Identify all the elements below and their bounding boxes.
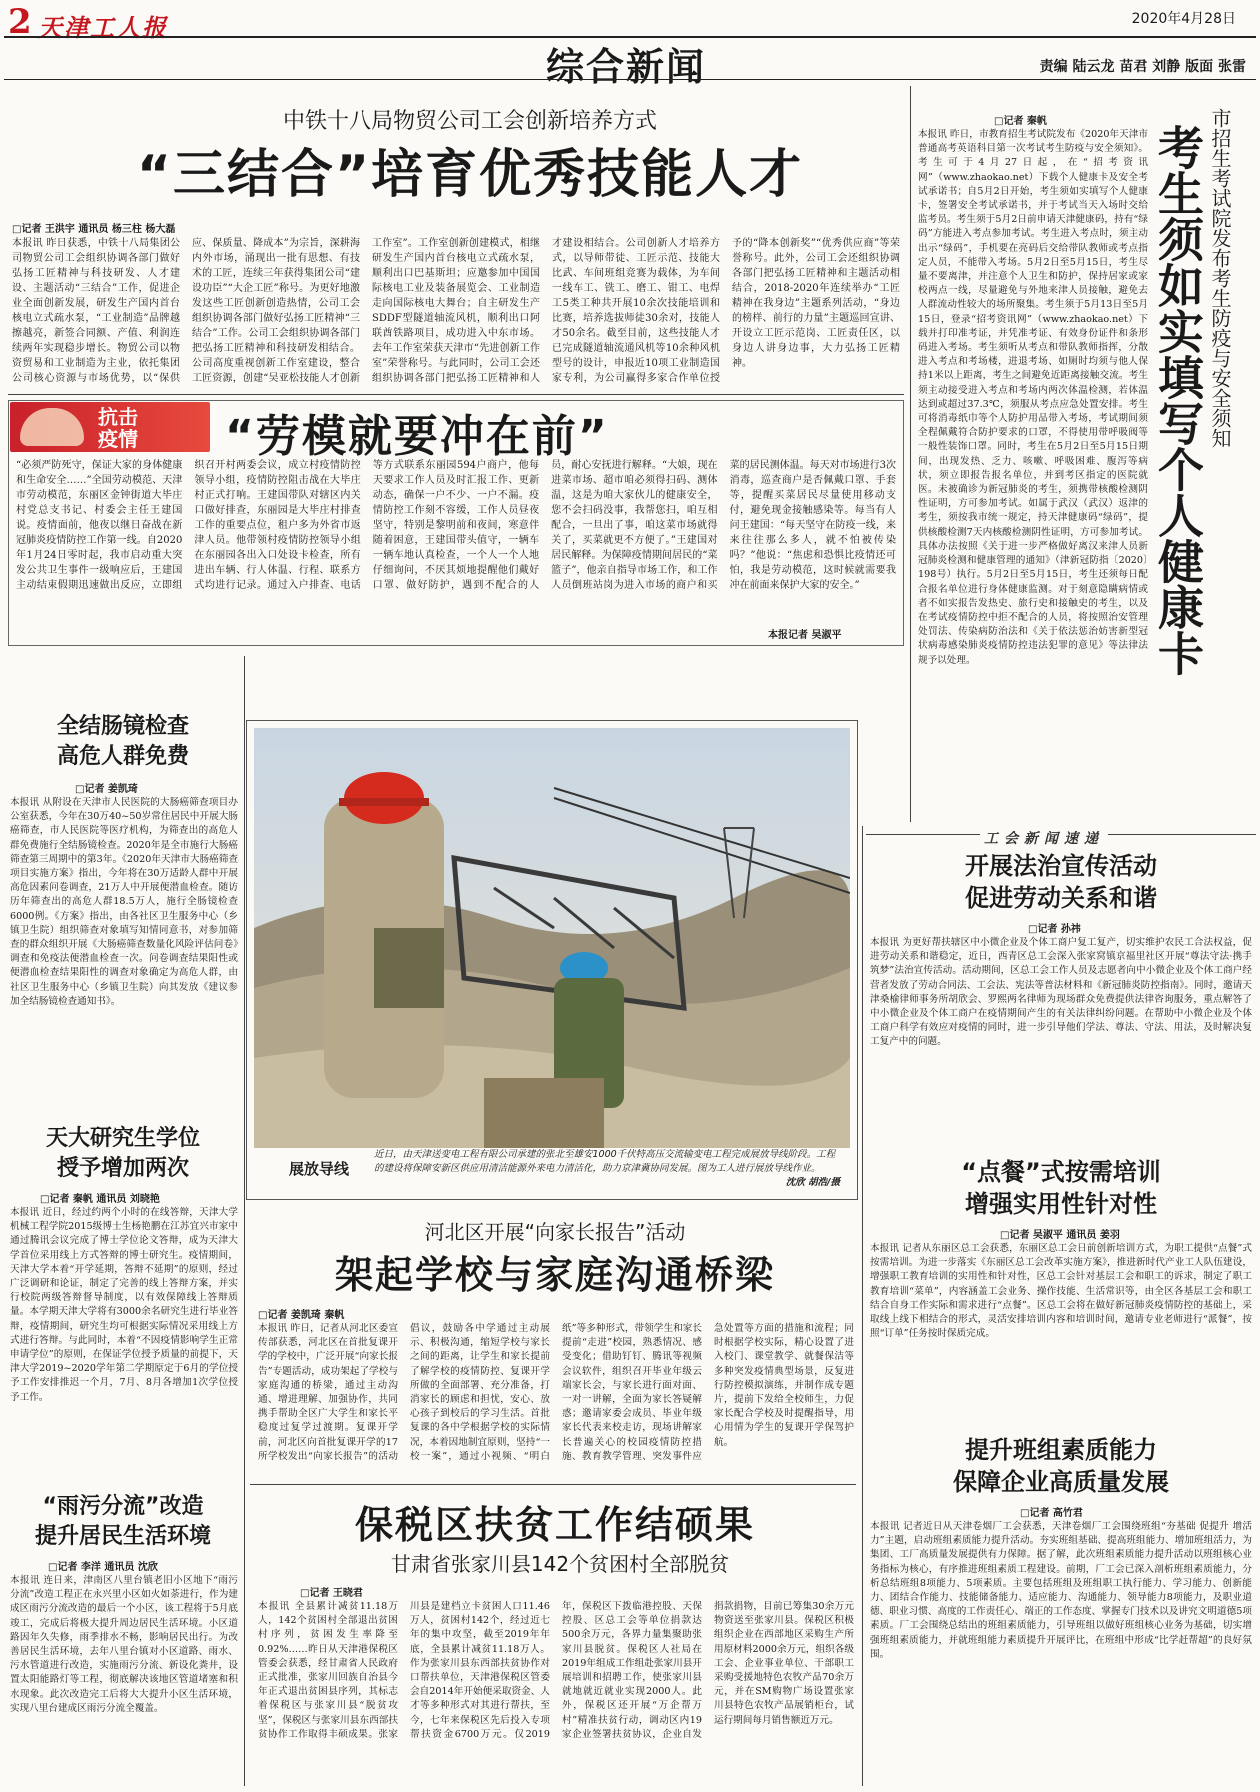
school-body: 本报讯 昨日，记者从河北区委宣传部获悉，河北区在首批复课开学的学校中，广泛开展“向家长报告”专题活动，成功架起了学校与家庭沟通的桥梁，通过主动沟通、增进理解、加强协作，共同携手帮助全区广大学生和家长平稳度过复学过渡期。复课开学前，河北区向首批复课开学的17所学校发出“向家长报告”的活动倡议，鼓励各中学通过主动展示、积极沟通，缩短学校与家长之间的距离，让学生和家长提前了解学校的疫情防控、复课开学所做的全面部署、充分准备，打消家长的顾虑和担忧，安心、放心孩子到校后的学习生活。首批复课的各中学根据学校的实际情况，本着因地制宜原则，坚持“一校一案”，通过小视频、“明白纸”等多种形式，带领学生和家长提前“走进”校园，熟悉情况、感受变化；借助钉钉、腾讯等视频会议软件，组织召开毕业年级云端家长会，与家长进行面对面、一对一讲解，全面为家长答疑解惑；邀请家委会成员、毕业年级家长代表来校走访，现场讲解家长普遍关心的校园疫情防控措施、教育教学管理、突发事件应急处置等方面的措施和流程；同时根据学校实际，精心设置了进入校门、课堂教学、就餐保洁等多种突发疫情典型场景，反复进行防控模拟演练，并制作成专题片，提前下发给全校师生，力促家长配合学校及时提醒指导，用心用情为学生的复课开学保驾护航。 <box>258 1323 854 1462</box>
union-item-3-byline: □记者 高竹君 <box>1020 1508 1083 1519</box>
baoshui-byline: □记者 王晓君 <box>300 1588 363 1599</box>
kangyi-title: “劳模就要冲在前” <box>225 411 609 462</box>
tianda-title-line-2: 授予增加两次 <box>56 1156 189 1181</box>
baoshui-subtitle: 甘肃省张家川县142个贫困村全部脱贫 <box>390 1552 730 1576</box>
union-item-3-body: 本报讯 记者近日从天津卷烟厂工会获悉，天津卷烟厂工会围绕班组“夯基础 促提升 增活力”主题，启动班组素质能力提升活动。夯实班组基础、提高班组能力、增加班组活力，为集团、工厂高质量发展提供有力保障。据了解，此次班组素质能力提升活动以班组核心业务指标为核心，有序推进班组素质工程建设。前期，厂工会已深入剖析班组素质能力，分析总结班组8项能力、5项素质。主要包括班组及班组职工执行能力、学习能力、创新能力、团结合作能力、技能储备能力、适应能力、沟通能力、领导能力8项能力，及职业道德、职业习惯、高度的工作责任心、端正的工作态度、掌握专门技术以及讲究文明道德5项素质。厂工会围绕总结出的班组素质能力，引导班组以做好班组核心业务为基础，切实增强班组素质能力，并就班组能力素质提升开展评比，在班组中形成“比学赶帮超”的良好氛围。 <box>870 1521 1252 1660</box>
tianda-byline: □记者 秦帆 通讯员 刘晓艳 <box>40 1194 160 1205</box>
newspaper-name: 天津工人报 <box>38 13 168 42</box>
union-item-2-title-line-1: “点餐”式按需培训 <box>961 1158 1161 1186</box>
photo-stringing-conductors <box>254 728 850 1148</box>
union-item-2-title <box>870 1156 1252 1220</box>
page-number: 2 <box>8 2 32 42</box>
tianda-body: 本报讯 近日，经过约两个小时的在线答辩，天津大学机械工程学院2015级博士生杨艳鹏在江苏宜兴市家中通过腾讯会议完成了博士学位论文答辩，成为天津大学首位采用线上方式答辩的博士研究生。疫情期间，天津大学本着“开学延期，答辩不延期”的原则，经过广泛调研和论证，制定了完善的线上答辩方案，并实行校院两级答辩督导制度，以有效保障线上答辩质量。本学期天津大学将有3000余名研究生进行毕业答辩，疫情期间，研究生均可根据实际情况采用线上方式进行答辩。与此同时，本着“不因疫情影响学生正常申请学位”的原则，在保证学位授予质量的前提下，天津大学2019~2020学年第二学期原定于6月的学位授予工作安排推迟一个月，7月、8月各增加1次学位授予工作。 <box>10 1207 238 1403</box>
kangyi-body: “必须严防死守，保证大家的身体健康和生命安全……”全国劳动模范、天津市劳动模范，东丽区金钟街道大毕庄村党总支书记、村委会主任王建国说。疫情面前，他夜以继日奋战在新冠肺炎疫情防控工作第一线。自2020年1月24日零时起，我市启动重大突发公共卫生事件一级响应后，王建国主动结束假期迅速做出反应，立即组织召开村两委会议，成立村疫情防控领导小组，疫情防控阻击战在大毕庄村正式打响。王建国带队对辖区内关口做好排查，东丽园是大毕庄村排查工作的重要点位，租户多为外省市返津人员。他带领村疫情防控领导小组在东丽园各出入口处设卡检查，所有进出车辆、行人体温、行程、联系方式均进行记录。通过入户排查、电话等方式联系东丽园594户商户，他每天要求工作人员及时汇报工作、更新动态，确保一户不少、一户不漏。疫情防控工作刻不容缓，工作人员昼夜坚守，特别是黎明前和夜间，寒意伴随着困意，王建国带头值守，一辆车一辆车地认真检查，一个人一个人地仔细询问，不厌其烦地提醒他们戴好口罩、做好防护，遇到不配合的人员，耐心安抚进行解释。“大娘，现在进菜市场、超市咱必须得扫码、测体温，这是为咱大家伙儿的健康安全，您不会扫码没事，我帮您扫，咱互相配合，一旦出了事，咱这菜市场就得关了，买菜就更不方便了。”王建国对居民解释。为保障疫情期间居民的“菜篮子”，他亲自指导市场工作，和工作人员倒班站岗为进入市场的商户和买菜的居民测体温。每天对市场进行3次消毒，巡查商户是否佩戴口罩、手套等，提醒买菜居民尽量使用移动支付，避免现金接触感染等。每当有人问王建国：“每天坚守在防疫一线，来来往往那么多人，就不怕被传染吗？”他说：“焦虑和恐惧比疫情还可怕，我是劳动模范，这时候就需要我冲在前面来保护大家的安全。” <box>16 460 896 591</box>
union-item-1-body: 本报讯 为更好帮扶辖区中小微企业及个体工商户复工复产，切实维护农民工合法权益，促进劳动关系和谐稳定，近日，西青区总工会深入张家窝镇京福里社区开展“尊法守法·携手筑梦”法治宣传活动。活动期间，区总工会工作人员及志愿者向中小微企业及个体工商户经营者发放了劳动合同法、工会法、宪法等普法材料和《新冠肺炎防控指南》。同时，邀请天津桑榆律师事务所胡欣会、罗熙两名律师为现场群众免费提供法律咨询服务，重点解答了中小微企业及个体工商户在疫情期间产生的有关法律纠纷问题。在帮助中小微企业及个体工商户科学有效应对疫情的同时，进一步引导他们学法、尊法、守法、用法，及时解决复工复产中的问题。 <box>870 937 1252 1048</box>
column-rule <box>910 86 911 822</box>
photo-label: 展放导线 <box>289 1160 350 1178</box>
page-header <box>0 0 1260 89</box>
union-item-3-title-line-1: 提升班组素质能力 <box>965 1436 1157 1464</box>
union-item-3-title-line-2: 保障企业高质量发展 <box>953 1468 1169 1496</box>
cancer-body: 本报讯 从附设在天津市人民医院的大肠癌筛查项目办公室获悉，今年在30万40~50岁常住居民中开展大肠癌筛查，市人民医院等医疗机构，为筛查出的高危人群免费施行全结肠镜检查。2020年是全市施行大肠癌筛查第三周期中的第3年。《2020年天津市大肠癌筛查项目实施方案》指出，今年将在30万适龄人群中开展高危因素问卷调查，21万人中开展便潜血检查。随访历年筛查出的高危人群18.5万人，施行全肠镜检查6000例。《方案》指出，由各社区卫生服务中心（乡镇卫生院）组织筛查对象填写知情同意书，对参加筛查的群众组织开展《大肠癌筛查数量化风险评估问卷》调查和免疫法便潜血检查一次。问卷调查结果阳性或便潜血检查结果阳性的调查对象确定为高危人群，由社区卫生服务中心（乡镇卫生院）向其发放《建议参加全结肠镜检查通知书》。 <box>10 797 238 1007</box>
baoshui-body: 本报讯 全县累计减贫11.18万人，142个贫困村全部退出贫困村序列，贫困发生率降至0.92%……昨日从天津港保税区管委会获悉，经甘肃省人民政府正式批准，张家川回族自治县今年正式退出贫困县序列，其标志着保税区与张家川县“脱贫攻坚”，保税区与张家川县东西部扶贫协作工作取得丰硕成果。张家川县是建档立卡贫困人口11.46万人，贫困村142个，经过近七年的集中攻坚，截至2019年年底，全县累计减贫11.18万人。作为张家川县东西部扶贫协作对口帮扶单位，天津港保税区管委会自2014年开始便采取资金、人才等多种形式对其进行帮扶，至今，七年来保税区先后投入专项帮扶资金6700万元。仅2019年，保税区下拨临港控股、天保控股、区总工会等单位捐款达500余万元，各界力量集聚助张家川县脱贫。保税区人社局在2019年组成工作组赴张家川县开展培训和招聘工作，使张家川县就地就近就业实现2000人。此外，保税区还开展“万企帮万村”精准扶贫行动，调动区内19家企业签署扶贫协议，企业自发捐款捐物，目前已筹集30余万元物资送至张家川县。保税区积极组织企业在西部地区采购生产所用原材料2000余万元，组织各级工会、企业事业单位、干部职工采购受援地特色农牧产品70余万元，并在SM购物广场设置张家川县特色农牧产品展销柜台，试运行期间每月销售额近万元。 <box>258 1601 854 1740</box>
kaosheng-kicker: 市招生考试院发布考生防疫与安全须知 <box>1208 108 1232 448</box>
union-item-1-title <box>870 850 1252 914</box>
yuwu-byline: □记者 李洋 通讯员 沈欣 <box>48 1562 158 1573</box>
union-item-1-byline: □记者 孙祎 <box>1028 924 1081 935</box>
yuwu-title-line-2: 提升居民生活环境 <box>34 1524 211 1549</box>
school-title: 架起学校与家庭沟通桥梁 <box>334 1253 775 1297</box>
tianda-title-line-1: 天大研究生学位 <box>45 1126 200 1151</box>
school-subtitle: 河北区开展“向家长报告”活动 <box>424 1220 686 1244</box>
cancer-title <box>8 712 238 772</box>
photo-caption-text: 近日，由天津送变电工程有限公司承建的张北至雄安1000千伏特高压交流输变电工程完成展放导线阶段。工程的建设将保障安新区供应用清洁能源外来电力清洁化，助力京津冀协同发展。图为工人进行展放导线作业。 <box>374 1149 836 1174</box>
photo-caption <box>374 1148 840 1190</box>
cancer-title-line-1: 全结肠镜检查 <box>56 714 189 739</box>
lead-body: 本报讯 昨日获悉，中铁十八局集团公司物贸公司工会组织协调各部门做好弘扬工匠精神与科技研发、人才建设、主题活动“三结合”工作，促进企业全面创新发展，研发生产国内首台核电立式疏水泵，“工业制造”品牌越擦越亮，新签合同额、产值、利润连续两年实现稳步增长。物贸公司以物资贸易和工业制造为主业，依托集团公司核心资源与市场优势，以“保供应、保质量、降成本”为宗旨，深耕海内外市场，涌现出一批有思想、有技术的工匠，连续三年获得集团公司“建设功臣”“大企工匠”称号。为更好地激发这些工匠创新创造热情，公司工会组织协调各部门做好弘扬工匠精神“三结合”工作。公司工会组织协调各部门把弘扬工匠精神和科技研发相结合。公司高度重视创新工作室建设，整合工匠资源，创建“吴亚松技能人才创新工作室”。工作室创新创建模式，相继研发生产国内首台核电立式疏水泵，顺利出口巴基斯坦；应邀参加中国国际核电工业及装备展览会、工业制造走向国际核电大舞台；自主研发生产SDDF型隧道轴流风机，顺利出口阿联酋铁路项目，成功进入中东市场。去年工作室荣获天津市“先进创新工作室”荣誉称号。与此同时，公司工会还组织协调各部门把弘扬工匠精神和人才建设相结合。公司创新人才培养方式，以导师带徒、工匠示范、技能大比武、车间班组竞赛为载体，为车间一线车工、铣工、磨工、钳工、电焊工5类工种共开展10余次技能培训和比赛，培养选拔师徒30余对，技能人才50余名。截至目前，这些技能人才已完成隧道轴流通风机等10余种风机型号的设计，申报近10项工业制造国家专利，为公司赢得多家合作单位授予的“降本创新奖”“优秀供应商”等荣誉称号。此外，公司工会还组织协调各部门把弘扬工匠精神和主题活动相结合，2018-2020年连续举办“工匠精神在我身边”主题系列活动，“身边的榜样、前行的力量”主题巡回宣讲、开设立工匠示范岗、工匠责任区，以身边人讲身边事，大力弘扬工匠精神。 <box>12 238 900 384</box>
kaosheng-body: 本报讯 昨日，市教育招生考试院发布《2020年天津市普通高考英语科目第一次考试考生防疫与安全须知》。考生可于4月27日起，在“招考资讯网”（www.zhaokao.net）下载个人健康卡及安全考试承诺书；自5月2日开始，考生须如实填写个人健康卡，签署安全考试承诺书，并于考试当天入场时交给监考员。考生须于5月2日前申请天津健康码，持有“绿码”方能进入考点参加考试。考生进入考点时，须主动出示“绿码”，手机要在亮码后交给带队教师或考点指定人员，不能带入考场。5月2日至5月15日，考生尽量不要离津，并注意个人卫生和防护，保持居家或家校两点一线，尽量避免与外地来津人员接触，避免去人群流动性较大的场所聚集。考生须于5月13日至5月15日，登录“招考资讯网”（www.zhaokao.net）下载并打印准考证，并凭准考证、有效身份证件和条形码进入考场。考生须听从考点和带队教师指挥，分散进入考点和考场楼，进退考场、如厕时均须与他人保持1米以上距离，考生之间避免近距离接触交流。考生须主动接受进入考点和考场内两次体温检测，若体温达到或超过37.3℃，须服从考点应急处置安排。考生可将消毒纸巾等个人防护用品带入考场，考试期间须全程佩戴符合防护要求的口罩，不得使用带呼吸阀等一般性装饰口罩。同时，考生在5月2日至5月15日期间，出现发热、乏力、咳嗽、呼吸困难、腹泻等病状，须立即报告报名单位，并到考区指定的医院就医。未被确诊为新冠肺炎的考生，须携带核酸检测阴性证明，方可参加考试。如属于武汉（武汉）返津的考生，须按我市统一规定，持天津健康码“绿码”，提供核酸检测7天内核酸检测阴性证明，方可参加考试。具体办法按照《关于进一步严格做好离汉来津人员新冠肺炎检测和健康管理的通知》（津新冠防指〔2020〕198号）执行。5月2日至5月15日，考生还须每日配合报名单位进行身体健康监测。对于刻意隐瞒病情或者不如实报告发热史、旅行史和接触史的考生，以及在考试疫情防控中拒不配合的人员，将按照治安管理处罚法、传染病防治法和《关于依法惩治妨害新型冠状病毒感染肺炎疫情防控违法犯罪的意见》等法律法规予以处理。 <box>918 129 1148 666</box>
union-item-2-body: 本报讯 记者从东丽区总工会获悉，东丽区总工会日前创新培训方式，为职工提供“点餐”式按需培训。为进一步落实《东丽区总工会改革实施方案》，推进新时代产业工人队伍建设，增强职工教育培训的实用性和针对性，区总工会针对基层工会和职工的诉求，制定了职工教育培训“菜单”，内容涵盖工会业务、操作技能、生活常识等，由全区各基层工会和职工结合自身工作实际和需求进行“点餐”。区总工会将在做好新冠肺炎疫情防控的基础上，采取线上线下相结合的形式，灵活安排培训内容和培训时间，邀请专业老师进行“派餐”，按照“订单”任务按时保质完成。 <box>870 1243 1252 1340</box>
kaosheng-byline: □记者 秦帆 <box>994 116 1047 127</box>
union-item-2-title-line-2: 增强实用性针对性 <box>965 1190 1157 1218</box>
badge-line-2: 疫情 <box>98 427 138 451</box>
editor-credits: 责编 陆云龙 苗君 刘静 版面 张雷 <box>1039 59 1246 75</box>
union-item-2-byline: □记者 吴淑平 通讯员 姜羽 <box>1000 1230 1120 1241</box>
section-title: 综合新闻 <box>546 45 707 89</box>
lead-title: “三结合”培育优秀技能人才 <box>136 145 804 205</box>
construction-photo <box>254 728 850 1148</box>
header-rule-lower <box>4 79 1256 80</box>
yuwu-body: 本报讯 连日来，津南区八里台镇老旧小区地下“雨污分流”改造工程正在永兴里小区如火如荼进行，作为建成区雨污分流改造的最后一个小区，该工程将于5月底竣工，完成后将极大提升周边居民生活环境。小区道路因年久失修，雨季排水不畅，影响居民出行。为改善居民生活环境，去年八里台镇对小区道路、雨水、污水管道进行改造，实施雨污分流、新设化粪井，设置太阳能路灯等工程，彻底解决该地区管道堵塞和积水现象。此次改造完工后将大大提升小区生活环境，实现八里台建成区雨污分流全覆盖。 <box>10 1575 238 1714</box>
union-news-label: 工会新闻速递 <box>980 828 1108 848</box>
divider <box>250 1484 856 1485</box>
divider <box>8 394 904 395</box>
column-rule <box>862 826 863 1786</box>
cancer-byline: □记者 姜凯琦 <box>75 784 138 795</box>
baoshui-title: 保税区扶贫工作结硕果 <box>354 1503 755 1547</box>
union-item-3-title <box>870 1434 1252 1498</box>
column-rule <box>244 656 245 1786</box>
lead-byline: □记者 王洪宇 通讯员 杨三柱 杨大磊 <box>12 224 176 235</box>
tianda-title <box>8 1124 238 1184</box>
kaosheng-title: 考生须如实填写个人健康卡 <box>1151 124 1205 676</box>
kangyi-byline: 本报记者 吴淑平 <box>768 630 842 641</box>
yuwu-title-line-1: “雨污分流”改造 <box>42 1494 204 1519</box>
badge-line-1: 抗击 <box>98 405 138 429</box>
photo-credit: 沈欣 胡浩/摄 <box>785 1177 840 1188</box>
fight-epidemic-badge <box>10 402 210 452</box>
hands-heart-icon <box>20 408 84 446</box>
union-item-1-title-line-1: 开展法治宣传活动 <box>965 852 1157 880</box>
cancer-title-line-2: 高危人群免费 <box>56 744 189 769</box>
issue-date: 2020年4月28日 <box>1131 11 1236 27</box>
union-item-1-title-line-2: 促进劳动关系和谐 <box>965 884 1157 912</box>
yuwu-title <box>8 1492 238 1552</box>
lead-subtitle: 中铁十八局物贸公司工会创新培养方式 <box>282 109 657 134</box>
school-byline: □记者 姜凯琦 秦帆 <box>258 1310 345 1321</box>
